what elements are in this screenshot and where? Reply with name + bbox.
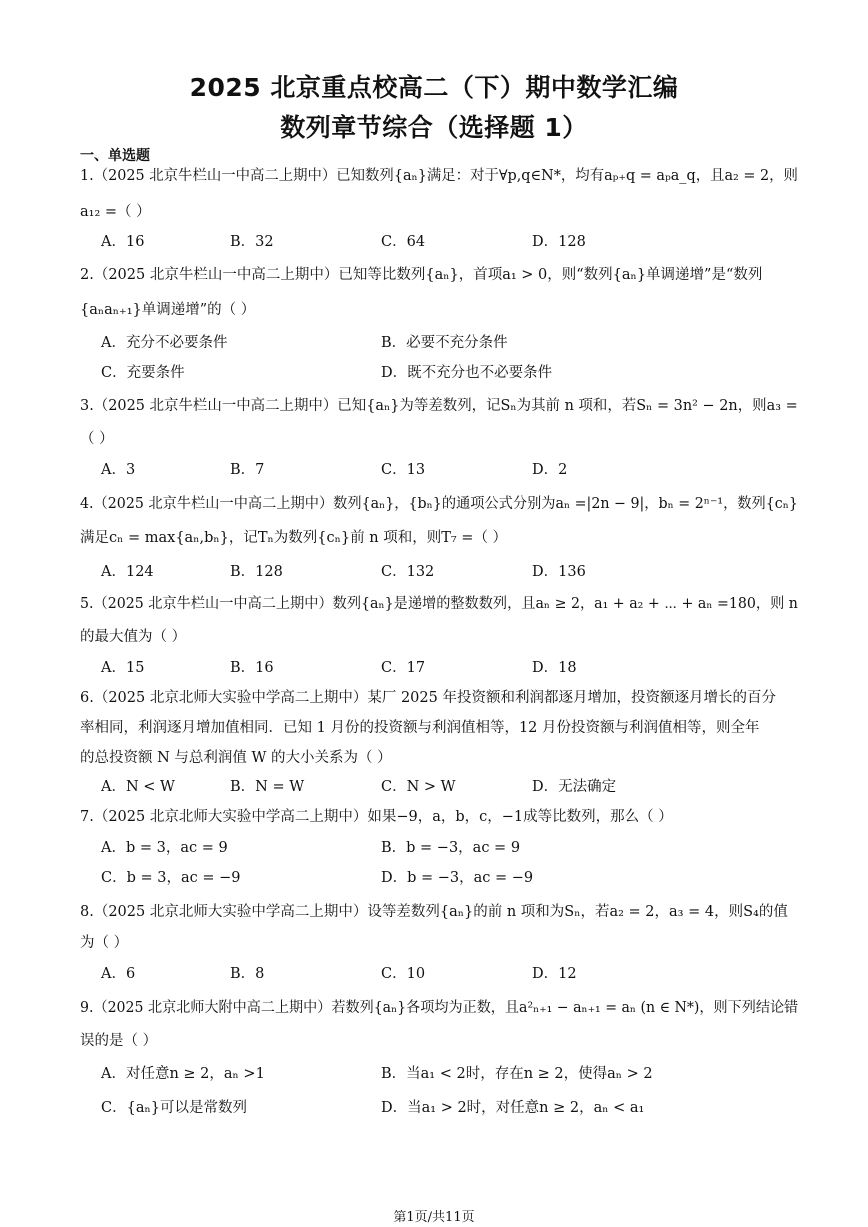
question-6-line-3: 的总投资额 N 与总利润值 W 的大小关系为（ ） [80,750,392,766]
question-2-line-1: 2.（2025 北京牛栏山一中高二上期中）已知等比数列{aₙ}，首项a₁ > 0，则“数列{aₙ}单调递增”是“数列 [80,267,763,283]
question-9-option-a: A．对任意n ≥ 2，aₙ >1 [101,1066,265,1082]
question-3-option-a: A．3 [101,462,136,478]
question-8-option-d: D．12 [532,966,577,982]
question-2-line-2: {aₙaₙ₊₁}单调递增”的（ ） [80,302,256,318]
question-5-line-1: 5.（2025 北京牛栏山一中高二上期中）数列{aₙ}是递增的整数数列，且aₙ ≥ 2，a₁ + a₂ + ⋯ + aₙ =180，则 n [80,596,798,612]
question-7-option-d: D．b = −3，ac = −9 [381,870,534,886]
question-4-line-2: 满足cₙ = max{aₙ,bₙ}，记Tₙ为数列{cₙ}前 n 项和，则T₇ =（ ） [80,530,508,546]
question-4-option-b: B．128 [230,564,283,580]
question-3-line-1: 3.（2025 北京牛栏山一中高二上期中）已知{aₙ}为等差数列，记Sₙ为其前 n 项和，若Sₙ = 3n² − 2n，则a₃ = [80,398,798,414]
question-8-option-a: A．6 [101,966,136,982]
question-7-option-c: C．b = 3，ac = −9 [101,870,241,886]
question-4-line-1: 4.（2025 北京牛栏山一中高二上期中）数列{aₙ}，{bₙ}的通项公式分别为aₙ =|2n − 9|，bₙ = 2ⁿ⁻¹，数列{cₙ} [80,496,798,512]
question-1-option-c: C．64 [381,234,426,250]
question-6-option-b: B．N = W [230,779,305,795]
question-5-line-2: 的最大值为（ ） [80,629,187,645]
question-9-option-d: D．当a₁ > 2时，对任意n ≥ 2，aₙ < a₁ [381,1100,645,1116]
question-1-option-b: B．32 [230,234,274,250]
question-1-option-a: A．16 [101,234,145,250]
page-title: 2025 北京重点校高二（下）期中数学汇编 [189,73,679,102]
question-8-option-b: B．8 [230,966,265,982]
question-8-option-c: C．10 [381,966,426,982]
question-1-line-1: 1.（2025 北京牛栏山一中高二上期中）已知数列{aₙ}满足：对于∀p,q∈N*，均有aₚ₊q = aₚa_q，且a₂ = 2，则 [80,168,798,184]
question-8-line-1: 8.（2025 北京北师大实验中学高二上期中）设等差数列{aₙ}的前 n 项和为Sₙ，若a₂ = 2，a₃ = 4，则S₄的值 [80,904,788,920]
question-5-option-d: D．18 [532,660,577,676]
question-6-line-1: 6.（2025 北京北师大实验中学高二上期中）某厂 2025 年投资额和利润都逐月增加，投资额逐月增长的百分 [80,690,776,706]
page-subtitle: 数列章节综合（选择题 1） [280,113,588,142]
question-2-option-d: D．既不充分也不必要条件 [381,365,553,381]
question-4-option-d: D．136 [532,564,586,580]
question-9-option-c: C．{aₙ}可以是常数列 [101,1100,247,1116]
question-3-option-d: D．2 [532,462,568,478]
question-1-option-d: D．128 [532,234,586,250]
question-3-option-b: B．7 [230,462,265,478]
question-3-option-c: C．13 [381,462,426,478]
question-5-option-c: C．17 [381,660,426,676]
section-heading: 一、单选题 [80,148,150,164]
question-5-option-a: A．15 [101,660,145,676]
question-6-option-c: C．N > W [381,779,456,795]
question-7-option-b: B．b = −3，ac = 9 [381,840,521,856]
question-6-line-2: 率相同，利润逐月增加值相同．已知 1 月份的投资额与利润值相等，12 月份投资额与利润值相等，则全年 [80,720,760,736]
question-2-option-c: C．充要条件 [101,365,185,381]
question-4-option-a: A．124 [101,564,154,580]
question-2-option-b: B．必要不充分条件 [381,335,508,351]
question-7-option-a: A．b = 3，ac = 9 [101,840,228,856]
question-9-line-2: 误的是（ ） [80,1033,158,1049]
question-6-option-a: A．N < W [101,779,175,795]
question-9-option-b: B．当a₁ < 2时，存在n ≥ 2，使得aₙ > 2 [381,1066,653,1082]
question-9-line-1: 9.（2025 北京北师大附中高二上期中）若数列{aₙ}各项均为正数，且a²ₙ₊₁ − aₙ₊₁ = aₙ (n ∈ N*)，则下列结论错 [80,1000,799,1016]
page-footer: 第1页/共11页 [393,1210,475,1225]
question-2-option-a: A．充分不必要条件 [101,335,228,351]
question-8-line-2: 为（ ） [80,935,129,951]
question-1-line-2: a₁₂ =（ ） [80,204,151,220]
question-7-line-1: 7.（2025 北京北师大实验中学高二上期中）如果−9，a，b，c，−1成等比数列，那么（ ） [80,809,673,825]
question-5-option-b: B．16 [230,660,274,676]
question-3-line-2: （ ） [80,431,114,447]
question-4-option-c: C．132 [381,564,435,580]
question-6-option-d: D．无法确定 [532,779,617,795]
